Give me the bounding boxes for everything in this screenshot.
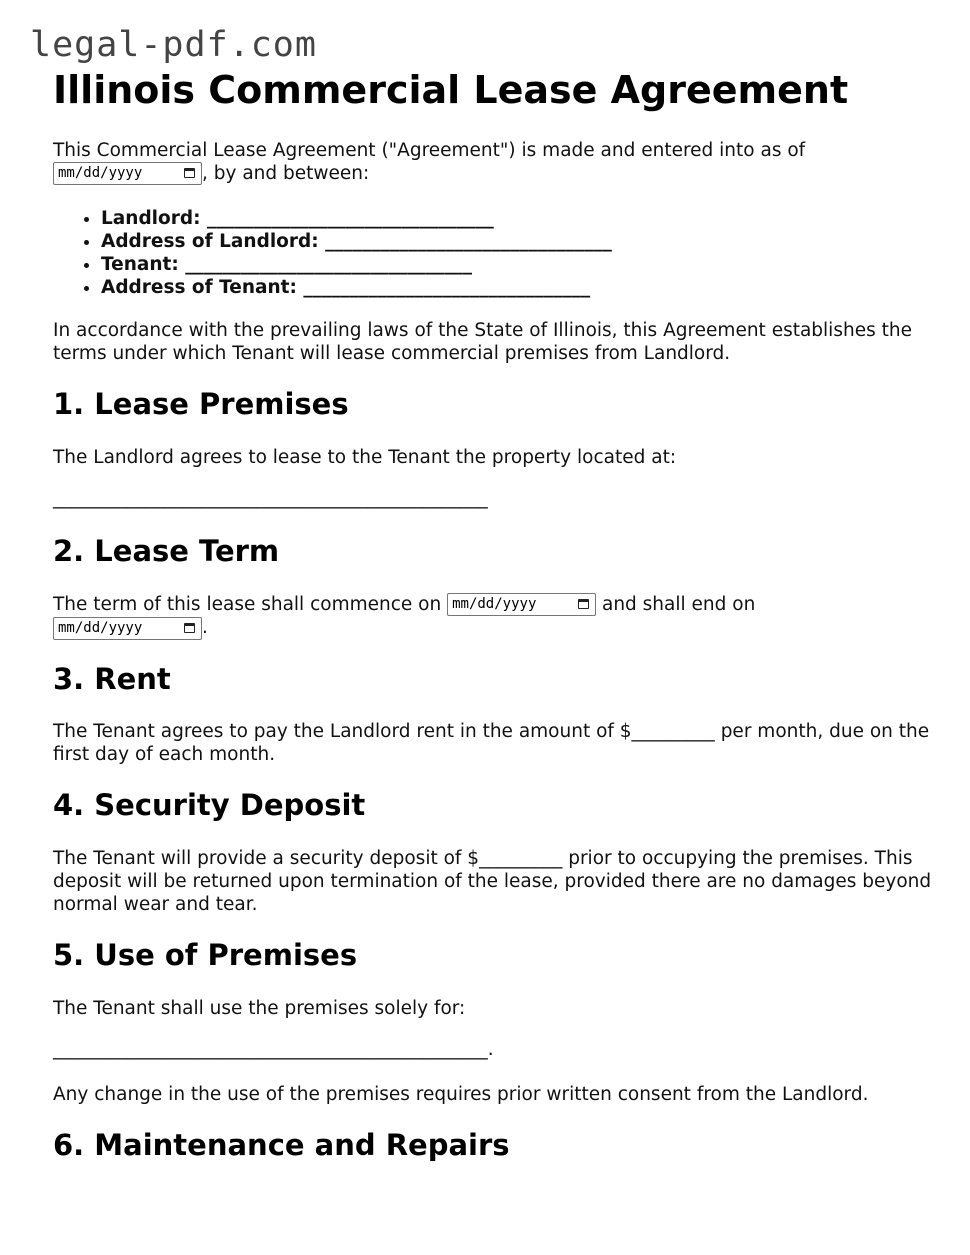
- lease-end-date-input[interactable]: [53, 617, 202, 640]
- party-label: Address of Tenant:: [101, 277, 297, 299]
- document-body: [53, 68, 933, 1187]
- list-item-landlord-address: [101, 230, 933, 253]
- list-item-tenant-address: [101, 276, 933, 299]
- preamble-paragraph: In accordance with the prevailing laws of the State of Illinois, this Agreement establishes the terms under which Tenant will lease commercial premises from Landlord.: [53, 320, 912, 365]
- party-label: Address of Landlord:: [101, 231, 319, 253]
- term-paragraph: [53, 593, 933, 640]
- list-item-tenant: [101, 253, 933, 276]
- intro-text: This Commercial Lease Agreement ("Agreement") is made and entered into as of: [53, 139, 806, 161]
- page-title: Illinois Commercial Lease Agreement: [53, 68, 849, 112]
- agreement-date-placeholder: mm/dd/yyyy: [58, 165, 143, 182]
- party-blank: _______________________________: [206, 208, 494, 230]
- premises-blank: _______________________________________________: [53, 487, 488, 509]
- calendar-icon[interactable]: [184, 168, 195, 178]
- section-heading-maintenance: 6. Maintenance and Repairs: [53, 1128, 510, 1163]
- party-label: Landlord:: [101, 208, 201, 230]
- calendar-icon[interactable]: [184, 623, 195, 633]
- premises-text: The Landlord agrees to lease to the Tenant the property located at:: [53, 446, 677, 468]
- section-heading-rent: 3. Rent: [53, 661, 171, 696]
- watermark: legal-pdf.com: [30, 25, 317, 65]
- section-heading-deposit: 4. Security Deposit: [53, 788, 366, 823]
- use-text: The Tenant shall use the premises solely for:: [53, 998, 466, 1020]
- agreement-date-input[interactable]: [53, 162, 202, 185]
- party-blank: _______________________________: [185, 254, 472, 276]
- section-heading-premises: 1. Lease Premises: [53, 387, 349, 422]
- term-text-after: .: [202, 617, 208, 639]
- parties-list: [53, 207, 933, 299]
- use-blank: _______________________________________________.: [53, 1039, 494, 1061]
- party-label: Tenant:: [101, 254, 179, 276]
- list-item-landlord: [101, 207, 933, 230]
- lease-start-date-input[interactable]: [447, 593, 596, 616]
- start-date-placeholder: mm/dd/yyyy: [452, 596, 537, 613]
- party-blank: _______________________________: [325, 231, 612, 253]
- section-heading-term: 2. Lease Term: [53, 533, 280, 568]
- calendar-icon[interactable]: [578, 599, 589, 609]
- use-note: Any change in the use of the premises requires prior written consent from the Landlord.: [53, 1084, 869, 1106]
- end-date-placeholder: mm/dd/yyyy: [58, 619, 143, 636]
- deposit-text: The Tenant will provide a security deposit of $_________ prior to occupying the premises. This deposit will be returned upon termination of the lease, provided there are no damages beyond normal wear and tear.: [53, 848, 932, 916]
- rent-text: The Tenant agrees to pay the Landlord rent in the amount of $_________ per month, due on the first day of each month.: [53, 721, 930, 766]
- intro-text-after: , by and between:: [202, 162, 370, 184]
- intro-paragraph: [53, 139, 933, 186]
- section-heading-use: 5. Use of Premises: [53, 938, 358, 973]
- term-text-before: The term of this lease shall commence on: [53, 593, 442, 615]
- party-blank: _______________________________: [303, 277, 591, 299]
- term-text-middle: and shall end on: [601, 593, 756, 615]
